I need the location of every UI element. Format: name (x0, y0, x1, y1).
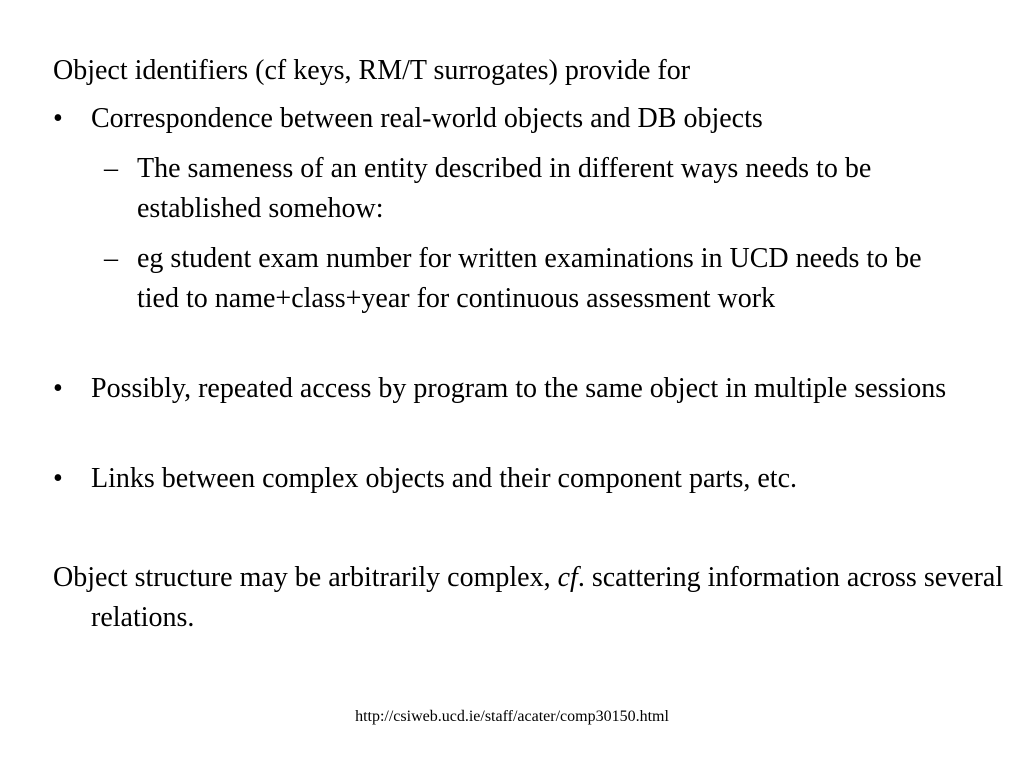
bullet-marker: • (53, 373, 63, 404)
bullet-text: Possibly, repeated access by program to the same object in multiple sessions (91, 373, 947, 404)
bullet-text: Correspondence between real-world objects and DB objects (91, 103, 763, 134)
bullet-text: Links between complex objects and their component parts, etc. (91, 463, 798, 494)
closing-text-start: Object structure may be arbitrarily complex, (53, 562, 558, 593)
closing-text-end: . scattering information across several relations. (91, 562, 1004, 633)
dash-marker: – (104, 243, 118, 274)
intro-paragraph: Object identifiers (cf keys, RM/T surrogates) provide for (53, 55, 691, 86)
sub-bullet-text: The sameness of an entity described in different ways needs to be established somehow: (137, 153, 872, 224)
footer-url[interactable]: http://csiweb.ucd.ie/staff/acater/comp30150.html (355, 708, 669, 725)
closing-italic-cf: cf (557, 562, 578, 593)
bullet-marker: • (53, 463, 63, 494)
closing-paragraph (53, 558, 1011, 638)
bullet-marker: • (53, 103, 63, 134)
sub-bullet-text: eg student exam number for written examinations in UCD needs to be tied to name+class+year for continuous assessment work (137, 243, 922, 314)
dash-marker: – (104, 153, 118, 184)
